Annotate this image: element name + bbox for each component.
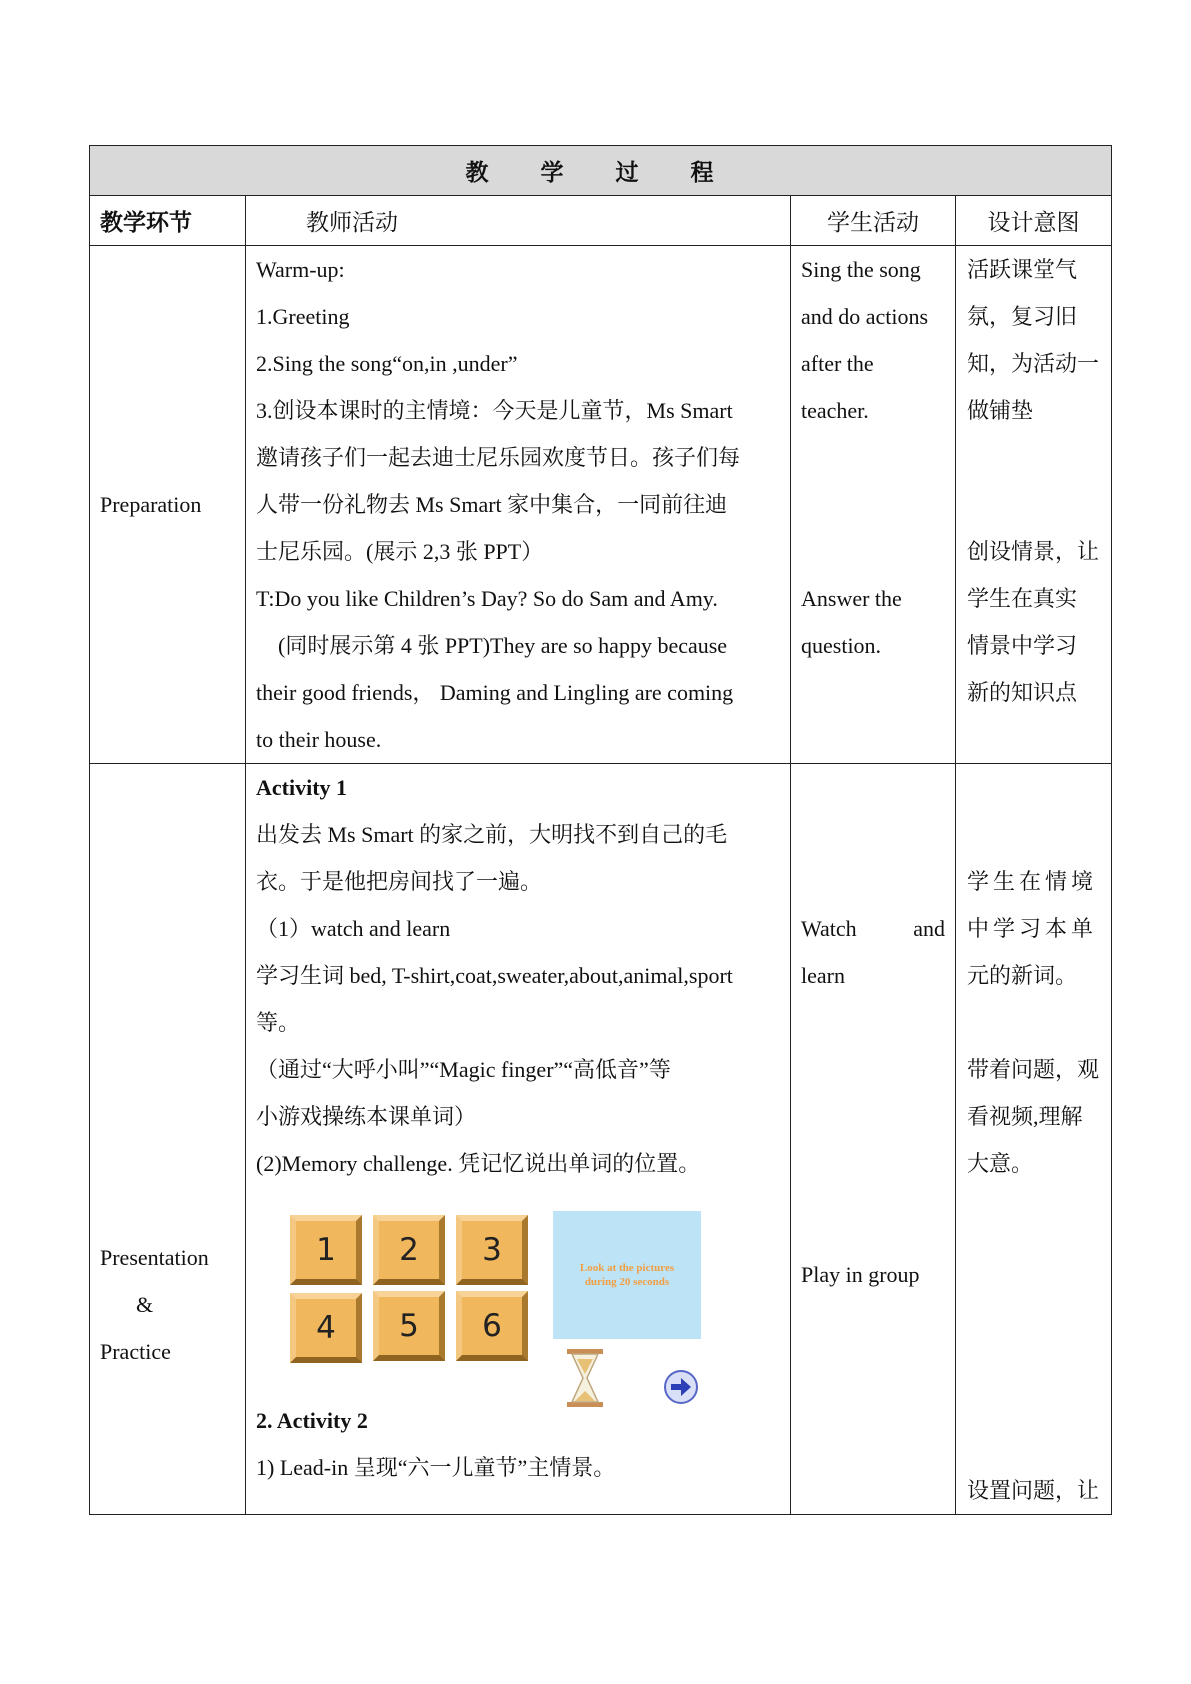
text-line: (2)Memory challenge. 凭记忆说出单词的位置。 [256,1151,701,1176]
text-line: 学生在情境 [967,869,1098,894]
table-row [90,764,1112,1515]
activity-2-title: 2. Activity 2 [256,1408,368,1433]
text-line: question. [801,633,882,658]
text-line: 衣。于是他把房间找了一遍。 [256,869,543,894]
number-tile: 3 [456,1215,528,1285]
text-line: 氛，复习旧 [967,304,1078,329]
stage-label: Presentation [100,1245,209,1270]
spacer-line [801,858,945,905]
header-teacher-activity: 教师活动 [246,196,791,246]
header-design-intent: 设计意图 [956,196,1112,246]
activity-1-title: Activity 1 [256,775,348,800]
spacer-line [801,434,945,481]
text-line: Answer the [801,586,902,611]
spacer [967,1187,1101,1467]
table-title: 教 学 过 程 [90,146,1112,196]
text-line: teacher. [801,398,869,423]
text-line: 大意。 [967,1151,1034,1176]
table-row [90,246,1112,764]
text-line: 学生在真实 [967,586,1078,611]
header-stage: 教学环节 [90,196,246,246]
teaching-process-table [89,145,1112,1515]
text-line: Sing the song [801,257,921,282]
picture-card [553,1211,701,1339]
and-word: and [913,916,945,941]
text-line: 带着问题，观 [967,1057,1100,1082]
text-line: 1) Lead-in 呈现“六一儿童节”主情景。 [256,1455,616,1480]
spacer-line [801,764,945,811]
spacer-line [801,481,945,528]
hourglass-icon [563,1347,607,1409]
memory-game-illustration [256,1187,782,1397]
card-text: Look at the pictures during 20 seconds [579,1262,675,1288]
text-line: （通过“大呼小叫”“Magic finger”“高低音”等 [256,1057,671,1082]
text-line: 元的新词。 [967,963,1078,988]
text-line: learn [801,963,845,988]
number-tile: 6 [456,1291,528,1361]
text-line: 等。 [256,1010,301,1035]
text-line: 知，为活动一 [967,351,1100,376]
text-line: 1.Greeting [256,304,350,329]
spacer-line [967,481,1101,528]
spacer-line [967,434,1101,481]
student-activity-cell [791,764,956,1515]
spacer-line [967,811,1101,858]
text-line: (同时展示第 4 张 PPT)They are so happy because [278,633,728,658]
text-line: 中学习本单 [967,916,1098,941]
text-line: Warm-up: [256,257,345,282]
stage-preparation: Preparation [90,246,246,764]
spacer-line [801,528,945,575]
number-tile: 2 [373,1215,445,1285]
design-intent-cell [956,764,1112,1515]
text-line: 小游戏操练本课单词） [256,1104,477,1129]
text-line: Play in group [801,1262,920,1287]
text-line: 情景中学习 [967,633,1078,658]
text-line: 士尼乐园。(展示 2,3 张 PPT） [256,539,544,564]
text-line: 人带一份礼物去 Ms Smart 家中集合，一同前往迪 [256,492,728,517]
text-line: 做铺垫 [967,398,1034,423]
student-activity-cell [791,246,956,764]
text-line: to their house. [256,727,382,752]
spacer [801,999,945,1251]
text-line: 邀请孩子们一起去迪士尼乐园欢度节日。孩子们每 [256,445,741,470]
text-line: 新的知识点 [967,680,1078,705]
stage-label: Practice [100,1339,171,1364]
watch-word: Watch [801,916,857,941]
header-student-activity: 学生活动 [791,196,956,246]
text-line: （1）watch and learn [256,916,451,941]
text-line: their good friends， Daming and Lingling are coming [256,680,734,705]
text-line: 2.Sing the song“on,in ,under” [256,351,518,376]
number-tile: 1 [290,1215,362,1285]
stage-label: & [136,1292,154,1317]
text-line: 看视频,理解 [967,1104,1083,1129]
spacer-line [967,764,1101,811]
number-tile: 4 [290,1293,362,1363]
design-intent-cell [956,246,1112,764]
text-line: 学习生词 bed, T-shirt,coat,sweater,about,animal,sport [256,963,733,988]
text-line: 设置问题，让 [967,1478,1100,1503]
teacher-activity-cell [246,246,791,764]
number-tile: 5 [373,1291,445,1361]
text-line [801,905,945,952]
spacer-line [801,811,945,858]
text-line: after the [801,351,874,376]
text-line: 创设情景，让 [967,539,1100,564]
spacer-line [967,999,1101,1046]
teacher-activity-cell [246,764,791,1515]
stage-presentation-practice [90,764,246,1515]
text-line: 出发去 Ms Smart 的家之前，大明找不到自己的毛 [256,822,728,847]
arrow-right-icon[interactable] [663,1369,699,1405]
text-line: and do actions [801,304,929,329]
text-line: T:Do you like Children’s Day? So do Sam and Amy. [256,586,718,611]
text-line: 3.创设本课时的主情境：今天是儿童节，Ms Smart [256,398,733,423]
text-line: 活跃课堂气 [967,257,1078,282]
